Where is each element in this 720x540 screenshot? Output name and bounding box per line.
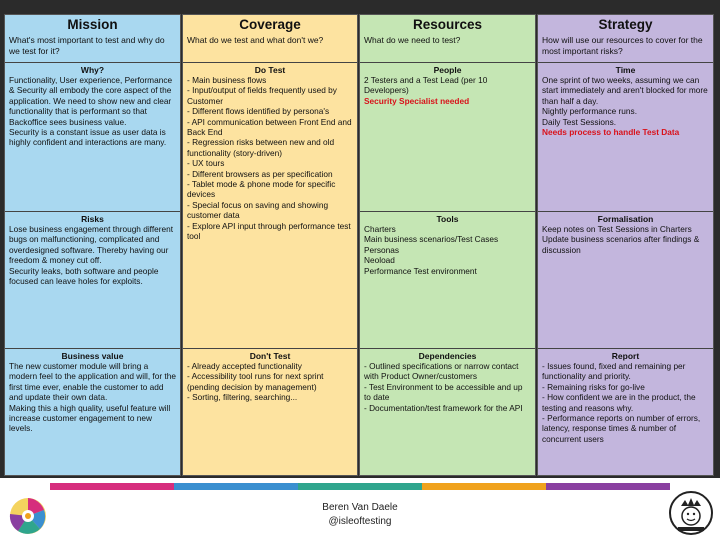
tools-body [364, 224, 531, 276]
risks-body [9, 224, 176, 286]
business-value-cell [5, 348, 180, 476]
color-bar-segment [298, 483, 422, 490]
body-line: Performance Test environment [364, 265, 477, 276]
body-line: - How confident we are in the product, the testing and reasons why. [542, 392, 696, 413]
body-line: Nightly performance runs. [542, 106, 637, 117]
resources-question: What do we need to test? [364, 35, 461, 45]
body-line: - Documentation/test framework for the API [364, 402, 523, 413]
body-line: Security is a constant issue as user data is highly confident and interactions are many. [9, 127, 167, 148]
time-cell [538, 62, 713, 211]
author-name: Beren Van Daele [322, 502, 398, 513]
body-line: - Already accepted functionality [187, 361, 302, 371]
do-test-title: Do Test [254, 65, 286, 75]
do-test-cell [183, 62, 357, 348]
body-line: - Special focus on saving and showing customer data [187, 199, 329, 221]
highlight-line: Security Specialist needed [364, 95, 470, 106]
color-bar-segment [50, 483, 174, 490]
why-cell [5, 62, 180, 211]
body-line: Daily Test Sessions. [542, 116, 617, 127]
coverage-question: What do we test and what don't we? [187, 35, 324, 45]
body-line: - UX tours [187, 158, 225, 169]
body-line: Update business scenarios after findings & discussion [542, 234, 700, 255]
time-body [542, 75, 709, 137]
dependencies-body [364, 361, 531, 413]
time-title: Time [615, 65, 636, 75]
body-line: 2 Testers and a Test Lead (per 10 Developers) [364, 75, 488, 96]
report-cell [538, 348, 713, 476]
body-line: Personas [364, 244, 400, 255]
report-title: Report [611, 351, 640, 361]
why-body [9, 75, 176, 148]
dont-test-body [187, 361, 353, 403]
dependencies-cell [360, 348, 535, 476]
business-value-title: Business value [61, 351, 124, 361]
why-title: Why? [80, 65, 105, 75]
people-cell [360, 62, 535, 211]
body-line: Charters [364, 224, 396, 234]
body-line: - Test Environment to be accessible and up to date [364, 381, 523, 403]
body-line: - Input/output of fields frequently used by Customer [187, 85, 337, 106]
body-line: The new customer module will bring a modern feel to the application and will, for the first time ever, enable the customer to add and update their own data. [9, 361, 176, 403]
body-line: - Different flows identified by persona's [187, 106, 330, 117]
body-line: - Different browsers as per specification [187, 168, 333, 179]
people-title: People [433, 65, 462, 75]
color-bar-segment [546, 483, 670, 490]
body-line: - Explore API input through performance test tool [187, 220, 351, 242]
strategy-column [537, 14, 714, 476]
formalisation-body [542, 224, 709, 255]
dont-test-title: Don't Test [249, 351, 291, 361]
strategy-question: How will use our resources to cover for the most important risks? [542, 35, 703, 56]
body-line: - Sorting, filtering, searching... [187, 392, 298, 403]
body-line: Neoload [364, 255, 395, 266]
body-line: Security leaks, both software and people focused can leave holes for exploits. [9, 265, 159, 287]
business-value-body [9, 361, 176, 434]
strategy-title: Strategy [598, 17, 653, 32]
body-line: Making this a high quality, useful feature will increase customer engagement to new levels. [9, 402, 171, 434]
report-body [542, 361, 709, 444]
body-line: - Regression risks between new and old functionality (story-driven) [187, 137, 335, 158]
color-bar-segment [422, 483, 546, 490]
body-line: Functionality, User experience, Performance & Security all embody the core aspect of the application. We need to show new and clear functionality that is performant so that Backoffice sees business value. [9, 75, 173, 127]
mission-column [4, 14, 181, 476]
color-bar-segment [174, 483, 298, 490]
body-line: - Performance reports on number of errors, latency, response times & number of concurrent users [542, 413, 701, 444]
highlight-line: Needs process to handle Test Data [542, 127, 680, 138]
body-line: Keep notes on Test Sessions in Charters [542, 224, 692, 234]
body-line: One sprint of two weeks, assuming we can start immediately and aren't blocked for more than half a day. [542, 75, 708, 106]
body-line: - API communication between Front End and Back End [187, 116, 352, 138]
body-line: - Main business flows [187, 75, 267, 85]
crest-logo-icon [668, 490, 714, 536]
body-line: - Remaining risks for go-live [542, 381, 645, 392]
dependencies-title: Dependencies [418, 351, 477, 361]
tools-title: Tools [436, 214, 459, 224]
mission-title: Mission [67, 17, 118, 32]
dont-test-cell [183, 348, 357, 476]
resources-title: Resources [412, 17, 483, 32]
tools-cell [360, 211, 535, 348]
body-line: Main business scenarios/Test Cases [364, 234, 499, 245]
formalisation-title: Formalisation [597, 214, 654, 224]
formalisation-cell [538, 211, 713, 348]
resources-column [359, 14, 536, 476]
author-handle: @isleoftesting [328, 516, 392, 527]
body-line: Lose business engagement through different bugs on malfunctioning, complicated and overdesigned software. Thereby having our freedom & money cut off. [9, 224, 174, 266]
risks-cell [5, 211, 180, 348]
body-line: - Accessibility tool runs for next sprint (pending decision by management) [187, 371, 324, 392]
risks-title: Risks [81, 214, 104, 224]
people-body [364, 75, 531, 106]
body-line: - Tablet mode & phone mode for specific devices [187, 179, 336, 200]
body-line: - Outlined specifications or narrow contact with Product Owner/customers [364, 361, 519, 382]
do-test-body [187, 75, 353, 242]
mission-question: What's most important to test and why do we test for it? [9, 35, 165, 56]
coverage-column [182, 14, 358, 476]
body-line: - Issues found, fixed and remaining per functionality and priority. [542, 361, 686, 382]
color-bar [50, 483, 670, 490]
footer [0, 478, 720, 540]
coverage-title: Coverage [239, 17, 301, 32]
